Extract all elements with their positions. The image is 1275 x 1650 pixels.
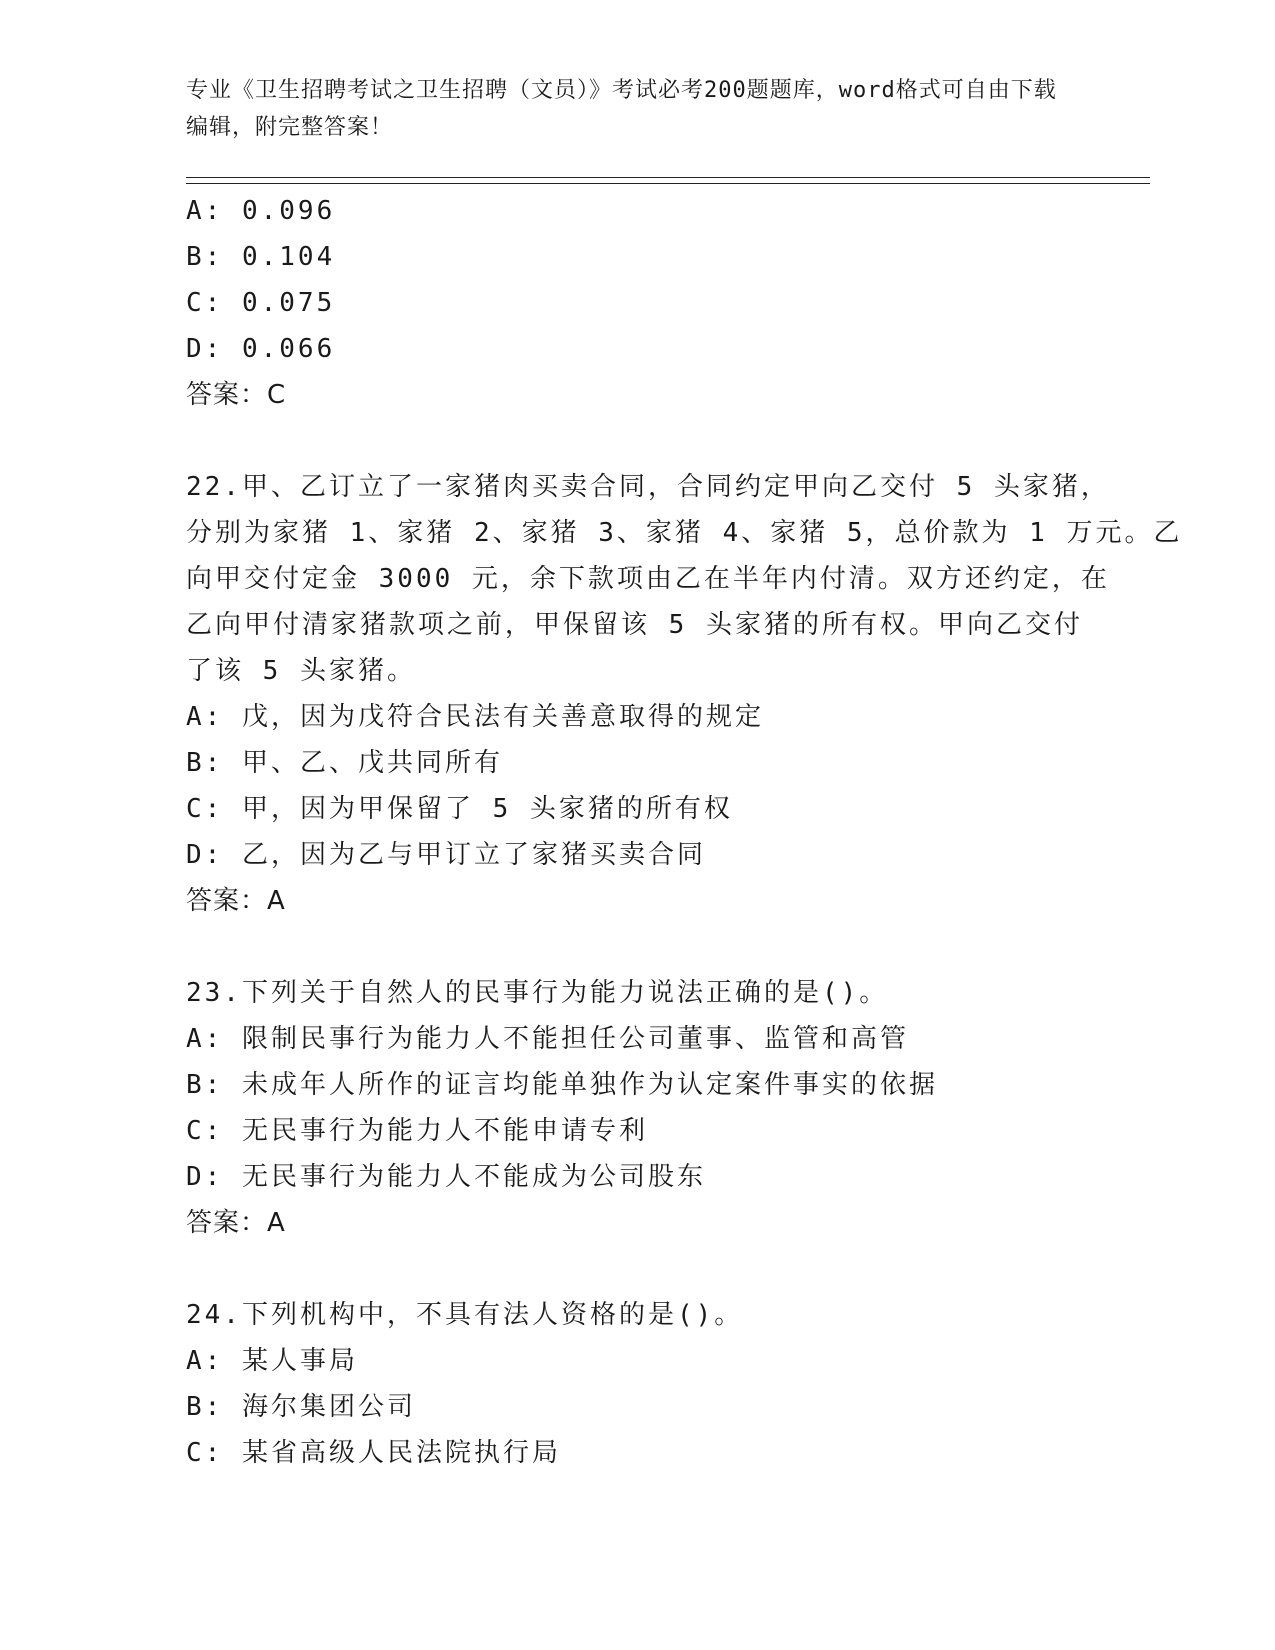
option-c: C: 无民事行为能力人不能申请专利 xyxy=(186,1116,648,1146)
option-d: D: 0.066 xyxy=(186,334,336,364)
header-title: 专业《卫生招聘考试之卫生招聘（文员）》考试必考200题题库，word格式可自由下载编辑，附完整答案！ xyxy=(186,78,1057,140)
spacer xyxy=(186,418,1086,464)
question-stem-line: 了该 5 头家猪。 xyxy=(186,656,416,686)
question-list xyxy=(186,188,1183,1476)
option-c: C: 甲，因为甲保留了 5 头家猪的所有权 xyxy=(186,794,733,824)
option-b: B: 海尔集团公司 xyxy=(186,1392,416,1422)
answer-line: 答案：C xyxy=(186,380,287,410)
option-d: D: 乙，因为乙与甲订立了家猪买卖合同 xyxy=(186,840,706,870)
question-stem: 23.下列关于自然人的民事行为能力说法正确的是()。 xyxy=(186,978,889,1008)
question-22 xyxy=(186,464,1183,924)
document-header xyxy=(186,72,1066,146)
question-21 xyxy=(186,188,1086,418)
question-24 xyxy=(186,1292,1086,1476)
option-d: D: 无民事行为能力人不能成为公司股东 xyxy=(186,1162,706,1192)
question-stem-line: 乙向甲付清家猪款项之前，甲保留该 5 头家猪的所有权。甲向乙交付 xyxy=(186,610,1083,640)
option-b: B: 0.104 xyxy=(186,242,336,272)
option-b: B: 甲、乙、戊共同所有 xyxy=(186,748,503,778)
question-stem-line: 向甲交付定金 3000 元，余下款项由乙在半年内付清。双方还约定，在 xyxy=(186,564,1110,594)
header-divider-top xyxy=(186,177,1150,178)
answer-line: 答案：A xyxy=(186,1208,286,1238)
question-stem-line: 22.甲、乙订立了一家猪肉买卖合同，合同约定甲向乙交付 5 头家猪， xyxy=(186,472,1110,502)
question-stem-line: 分别为家猪 1、家猪 2、家猪 3、家猪 4、家猪 5，总价款为 1 万元。乙 xyxy=(186,518,1183,548)
answer-line: 答案：A xyxy=(186,886,286,916)
spacer xyxy=(186,924,1086,970)
option-c: C: 某省高级人民法院执行局 xyxy=(186,1438,561,1468)
spacer xyxy=(186,1246,1086,1292)
header-divider-bottom xyxy=(186,183,1150,184)
option-a: A: 戊，因为戊符合民法有关善意取得的规定 xyxy=(186,702,764,732)
option-a: A: 某人事局 xyxy=(186,1346,358,1376)
option-a: A: 限制民事行为能力人不能担任公司董事、监管和高管 xyxy=(186,1024,909,1054)
question-23 xyxy=(186,970,1086,1246)
option-a: A: 0.096 xyxy=(186,196,336,226)
option-c: C: 0.075 xyxy=(186,288,336,318)
question-stem: 24.下列机构中，不具有法人资格的是()。 xyxy=(186,1300,744,1330)
option-b: B: 未成年人所作的证言均能单独作为认定案件事实的依据 xyxy=(186,1070,938,1100)
